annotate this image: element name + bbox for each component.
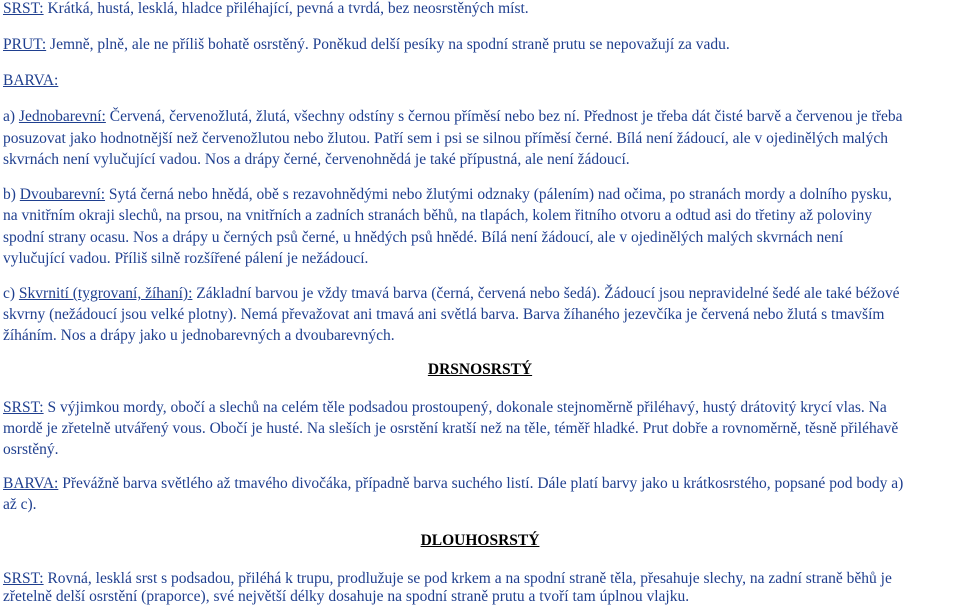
dlouhosrsty-srst-label: SRST: <box>3 570 44 587</box>
jednobarevni-text-3: skvrnách není vylučující vadou. Nos a drápy černé, červenohnědá je také přípustná, ale není žádoucí. <box>3 151 630 168</box>
barva-label: BARVA: <box>3 72 59 89</box>
dvoubarevni-text-2: na vnitřním okraji slechů, na prsou, na vnitřních a zadních stranách běhů, na tlapách, kolem řitního otvoru a odtud asi do třetiny až poloviny <box>3 207 873 224</box>
jednobarevni-prefix: a) <box>3 108 19 125</box>
dvoubarevni-text-1: Sytá černá nebo hnědá, obě s rezavohnědými nebo žlutými odznaky (pálením) nad očima, po stranách mordy a dolního pysku, <box>105 186 892 203</box>
drsnosrsty-srst-line-3 <box>3 441 59 459</box>
dvoubarevni-prefix: b) <box>3 186 20 203</box>
jednobarevni-line-2 <box>3 130 888 148</box>
dvoubarevni-text-3: spodní strany ocasu. Nos a drápy u černých psů černé, u hnědých psů hnědé. Bílá není žádoucí, ale v ojedinělých malých skvrnách není <box>3 229 844 246</box>
dlouhosrsty-srst-line-2 <box>3 588 689 605</box>
dlouhosrsty-srst-text-1: Rovná, lesklá srst s podsadou, přiléhá k trupu, prodlužuje se pod krkem a na spodní straně těla, přesahuje slechy, na zadní straně běhů je <box>43 570 892 587</box>
drsnosrsty-srst-text-3: osrstěný. <box>3 441 59 458</box>
prut-label: PRUT: <box>3 36 47 53</box>
drsnosrsty-barva-text-2: až c). <box>3 496 37 513</box>
skvrniti-line-1 <box>3 285 899 303</box>
srst-text: Krátká, hustá, lesklá, hladce přiléhající, pevná a tvrdá, bez neosrstěných míst. <box>43 0 529 17</box>
dvoubarevni-line-1 <box>3 186 892 204</box>
jednobarevni-text-1: Červená, červenožlutá, žlutá, všechny odstíny s černou příměsí nebo bez ní. Přednost je třeba dát čisté barvě a červenou je třeba <box>105 108 903 125</box>
skvrniti-line-3 <box>3 327 395 345</box>
prut-paragraph <box>3 36 730 54</box>
skvrniti-text-1: Základní barvou je vždy tmavá barva (černá, červená nebo šedá). Žádoucí jsou nepravidelné šedé ale také béžové <box>192 285 900 302</box>
jednobarevni-line-3 <box>3 151 630 169</box>
jednobarevni-line-1 <box>3 108 903 126</box>
drsnosrsty-srst-text-1: S výjimkou mordy, obočí a slechů na celém těle podsadou prostoupený, dokonale stejnoměrně přiléhavý, hustý drátovitý krycí vlas. Na <box>43 399 887 416</box>
drsnosrsty-barva-label: BARVA: <box>3 475 59 492</box>
skvrniti-line-2 <box>3 306 884 324</box>
drsnosrsty-srst-text-2: mordě je zřetelně utvářený vous. Obočí je husté. Na sleších je osrstění kratší než na těle, téměř hladké. Prut dobře a rovnoměrně, těsně přiléhavě <box>3 420 899 437</box>
jednobarevni-title: Jednobarevní: <box>18 108 106 125</box>
dvoubarevni-line-2 <box>3 207 872 225</box>
dvoubarevni-title: Dvoubarevní: <box>19 186 106 203</box>
drsnosrsty-barva-line-1 <box>3 475 903 493</box>
dvoubarevni-line-4 <box>3 250 368 268</box>
dlouhosrsty-heading: DLOUHOSRSTÝ <box>420 532 540 549</box>
drsnosrsty-barva-line-2 <box>3 496 37 514</box>
dlouhosrsty-srst-line-1 <box>3 570 892 588</box>
srst-paragraph <box>3 0 529 18</box>
drsnosrsty-heading: DRSNOSRSTÝ <box>427 361 533 378</box>
dvoubarevni-line-3 <box>3 229 843 247</box>
drsnosrsty-srst-label: SRST: <box>3 399 44 416</box>
drsnosrsty-barva-text-1: Převážně barva světlého až tmavého divočáka, případně barva suchého listí. Dále platí barvy jako u krátkosrstého, popsané pod body a) <box>58 475 904 492</box>
skvrniti-text-3: žíháním. Nos a drápy jako u jednobarevných a dvoubarevných. <box>3 327 395 344</box>
barva-heading <box>3 72 58 90</box>
dlouhosrsty-srst-text-2: zřetelně delší osrstění (praporce), své největší délky dosahuje na spodní straně prutu a tvoří tam úplnou vlajku. <box>3 588 690 605</box>
prut-text: Jemně, plně, ale ne příliš bohatě osrstěný. Poněkud delší pesíky na spodní straně prutu se nepovažují za vadu. <box>46 36 730 53</box>
drsnosrsty-srst-line-1 <box>3 399 887 417</box>
skvrniti-prefix: c) <box>3 285 19 302</box>
skvrniti-title: Skvrnití (tygrovaní, žíhaní): <box>18 285 193 302</box>
jednobarevni-text-2: posuzovat jako hodnotnější než červenožlutou nebo žlutou. Patří sem i psi se silnou příměsí černé. Bílá není žádoucí, ale v ojedinělých malých <box>3 130 888 147</box>
drsnosrsty-srst-line-2 <box>3 420 898 438</box>
skvrniti-text-2: skvrny (nežádoucí jsou velké plotny). Nemá převažovat ani tmavá ani světlá barva. Barva žíhaného jezevčíka je červená nebo žlutá s tmavším <box>3 306 885 323</box>
srst-label: SRST: <box>3 0 44 17</box>
dvoubarevni-text-4: vylučující vadou. Příliš silně rozšířené pálení je nežádoucí. <box>3 250 369 267</box>
